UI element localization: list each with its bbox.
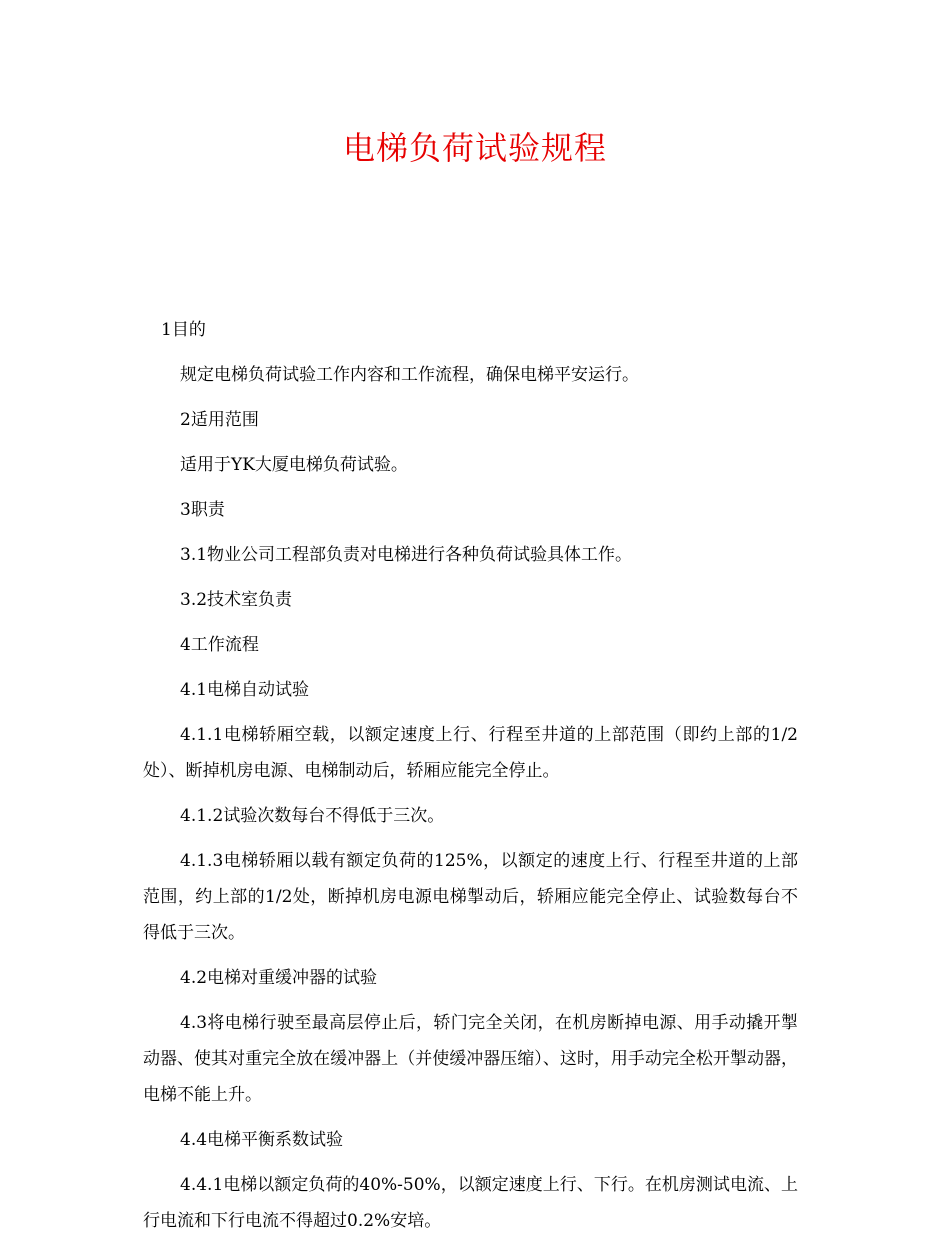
paragraph-responsibility-3-1: 3.1物业公司工程部负责对电梯进行各种负荷试验具体工作。 xyxy=(180,545,633,565)
heading-workflow: 4工作流程 xyxy=(180,635,259,655)
heading-scope: 2适用范围 xyxy=(180,410,259,430)
heading-responsibilities: 3职责 xyxy=(180,500,225,520)
paragraph-4-1-2: 4.1.2试验次数每台不得低于三次。 xyxy=(180,806,445,826)
document-title: 电梯负荷试验规程 xyxy=(342,129,607,167)
heading-purpose: 1目的 xyxy=(161,320,206,340)
paragraph-4-3: 4.3将电梯行驶至最高层停止后，轿门完全关闭，在机房断掉电源、用手动撬开掣动器、使其对重完全放在缓冲器上（并使缓冲器压缩）、这时，用手动完全松开掣动器，电梯不能上升。 xyxy=(143,1013,798,1105)
paragraph-4-1-3: 4.1.3电梯轿厢以载有额定负荷的125%，以额定的速度上行、行程至井道的上部范围，约上部的1/2处，断掉机房电源电梯掣动后，轿厢应能完全停止、试验数每台不得低于三次。 xyxy=(143,851,798,943)
document-body xyxy=(143,312,798,1248)
heading-4-1: 4.1电梯自动试验 xyxy=(180,680,310,700)
paragraph-4-1-1: 4.1.1电梯轿厢空载，以额定速度上行、行程至井道的上部范围（即约上部的1/2处）、断掉机房电源、电梯制动后，轿厢应能完全停止。 xyxy=(143,725,798,781)
heading-4-4: 4.4电梯平衡系数试验 xyxy=(180,1130,344,1150)
paragraph-scope: 适用于YK大厦电梯负荷试验。 xyxy=(180,455,408,475)
paragraph-responsibility-3-2: 3.2技术室负责 xyxy=(180,590,293,610)
paragraph-4-4-1: 4.4.1电梯以额定负荷的40%-50%，以额定速度上行、下行。在机房测试电流、上行电流和下行电流不得超过0.2%安培。 xyxy=(143,1175,798,1231)
paragraph-purpose: 规定电梯负荷试验工作内容和工作流程，确保电梯平安运行。 xyxy=(180,365,639,385)
heading-4-2: 4.2电梯对重缓冲器的试验 xyxy=(180,968,378,988)
